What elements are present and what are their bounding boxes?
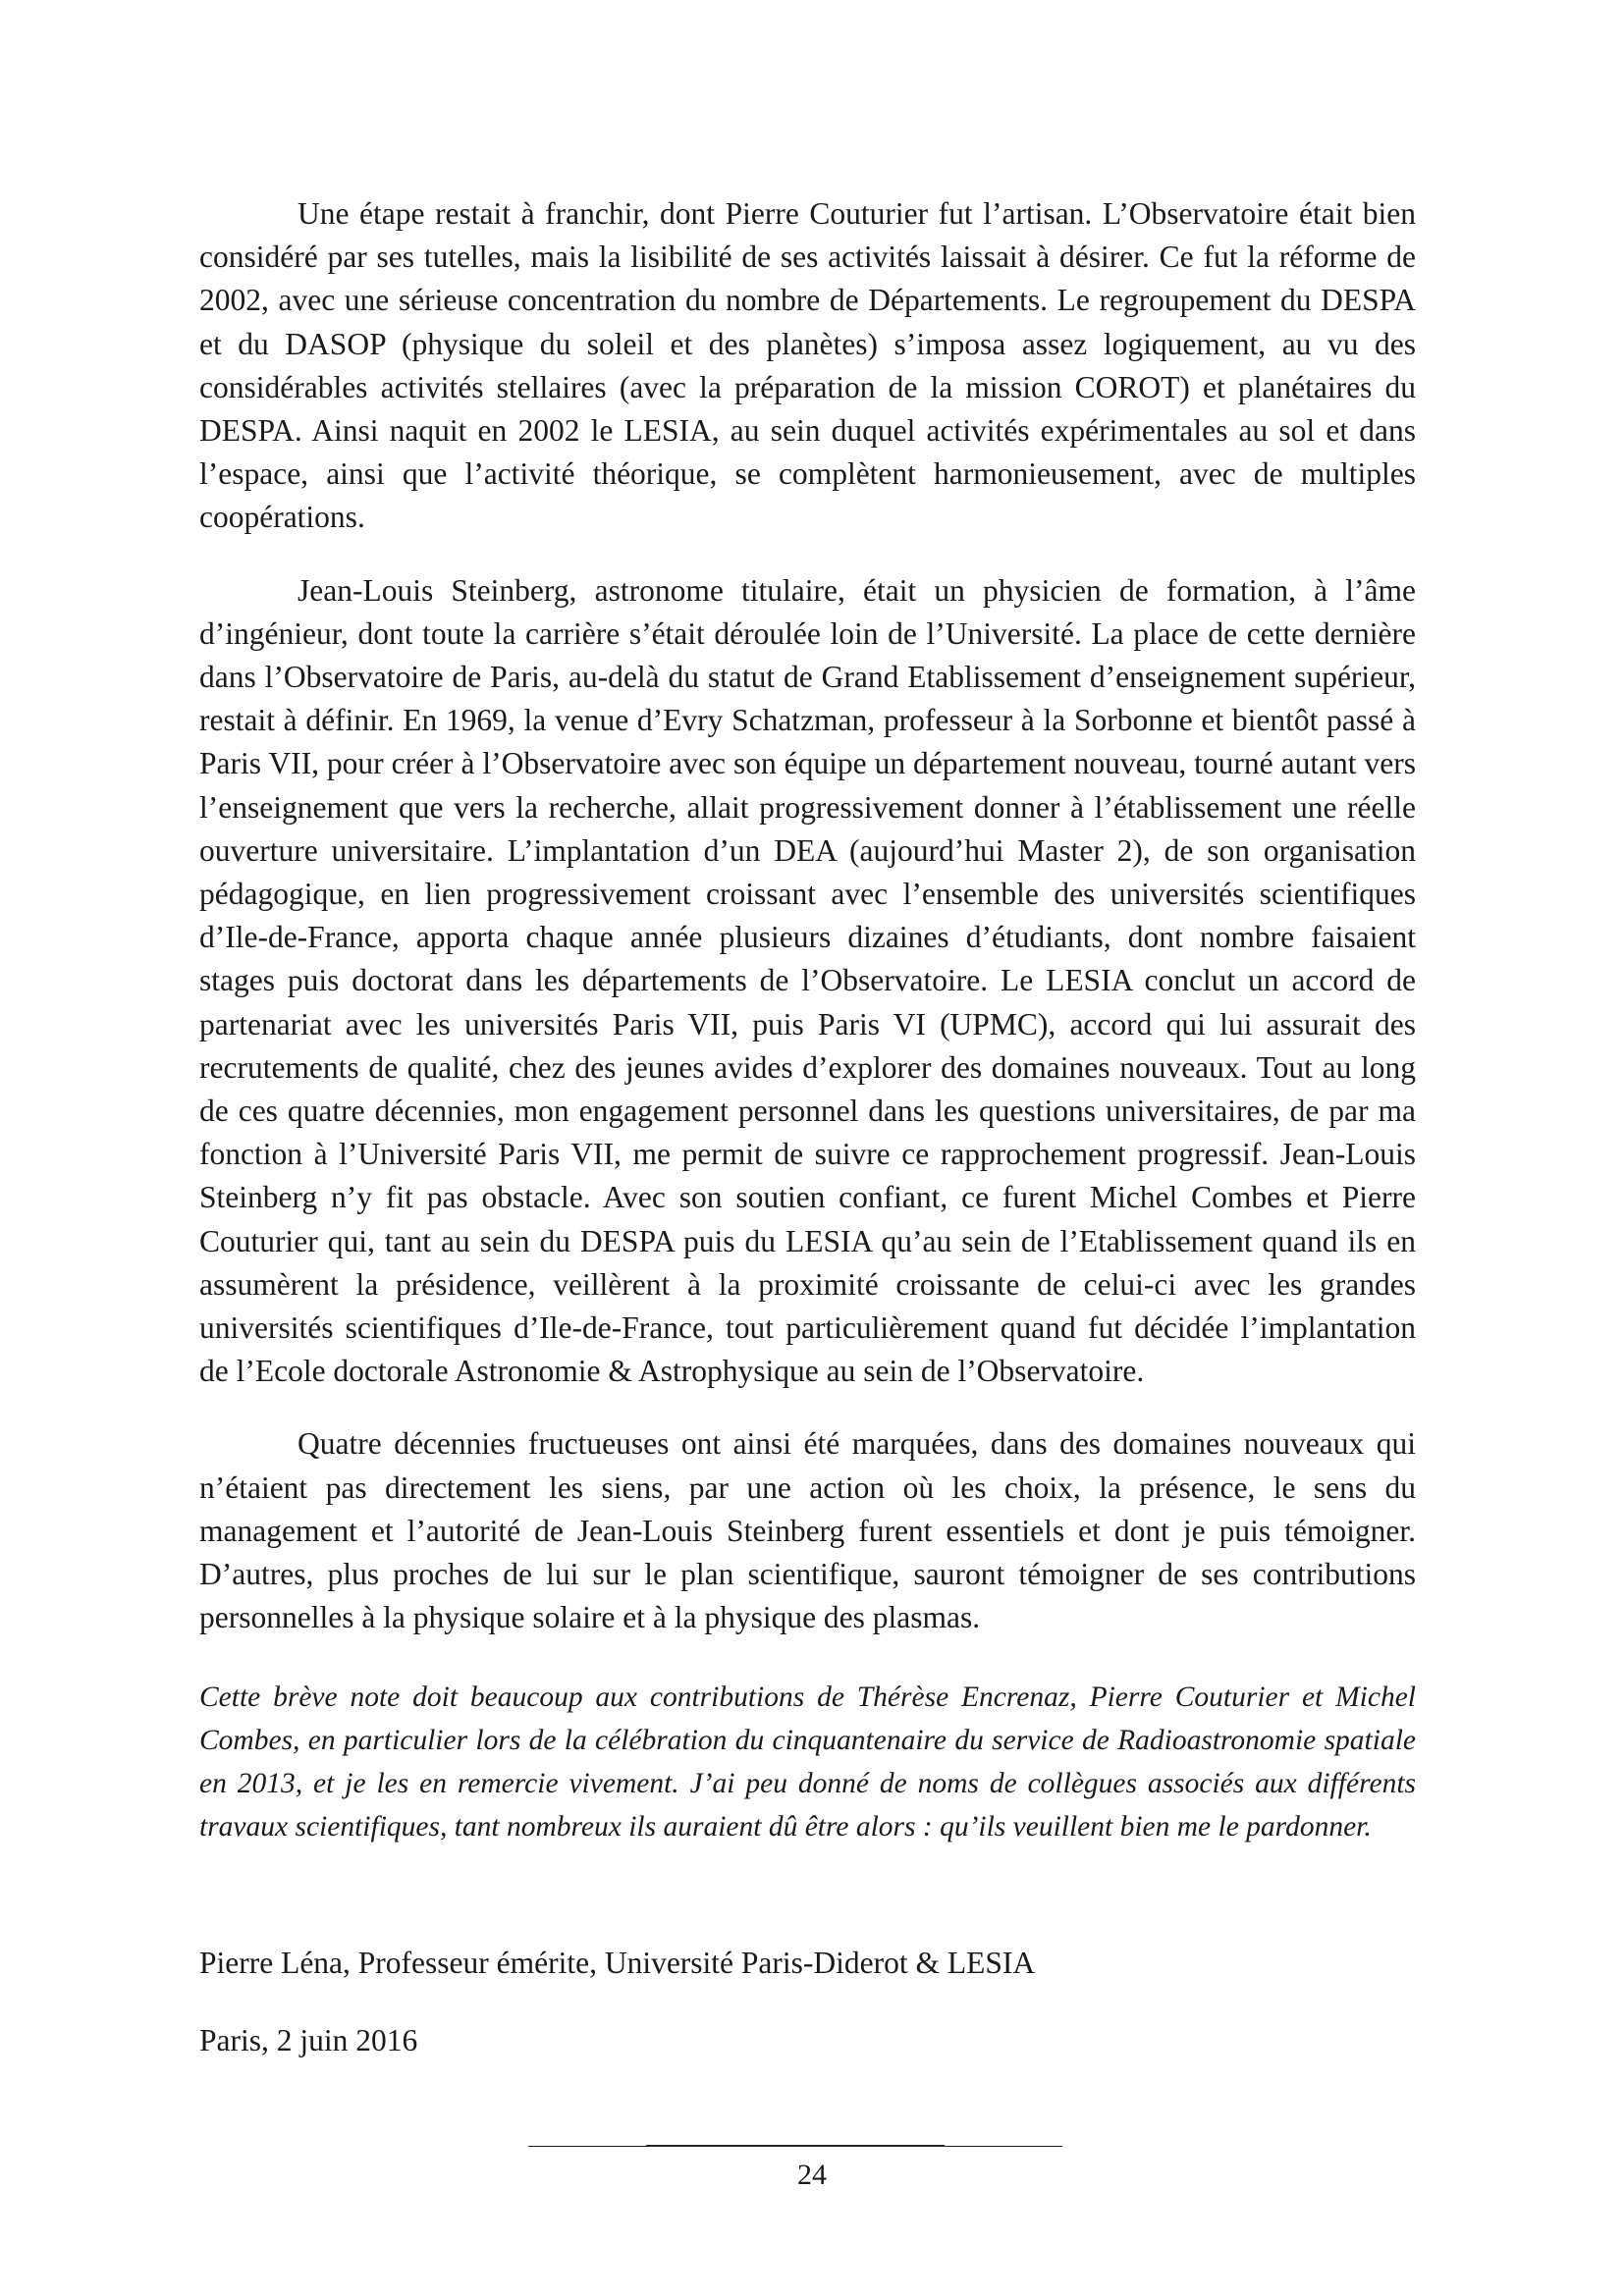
author-signature: Pierre Léna, Professeur émérite, Université Paris-Diderot & LESIA — [199, 1945, 1036, 1980]
paragraph-four-decades: Quatre décennies fructueuses ont ainsi été marquées, dans des domaines nouveaux qui n’étaient pas directement les siens, par une action où les choix, la présence, le sens du management et l’autorité de Jean-Louis Steinberg furent essentiels et dont je puis témoigner. D’autres, plus proches de lui sur le plan scientifique, sauront témoigner de ses contributions personnelles à la physique solaire et à la physique des plasmas. — [199, 1426, 1416, 1635]
acknowledgement-note: Cette brève note doit beaucoup aux contributions de Thérèse Encrenaz, Pierre Couturier et Michel Combes, en particulier lors de la célébration du cinquantenaire du service de Radioastronomie spatiale en 2013, et je les en remercie vivement. J’ai peu donné de noms de collègues associés aux différents travaux scientifiques, tant nombreux ils auraient dû être alors : qu’ils veuillent bien me le pardonner. — [199, 1681, 1416, 1842]
page-body — [199, 192, 1416, 2062]
paragraph-university-links: Jean-Louis Steinberg, astronome titulaire, était un physicien de formation, à l’âme d’ingénieur, dont toute la carrière s’était déroulée loin de l’Université. La place de cette dernière dans l’Observatoire de Paris, au-delà du statut de Grand Etablissement d’enseignement supérieur, restait à définir. En 1969, la venue d’Evry Schatzman, professeur à la Sorbonne et bientôt passé à Paris VII, pour créer à l’Observatoire avec son équipe un département nouveau, tourné autant vers l’enseignement que vers la recherche, allait progressivement donner à l’établissement une réelle ouverture universitaire. L’implantation d’un DEA (aujourd’hui Master 2), de son organisation pédagogique, en lien progressivement croissant avec l’ensemble des universités scientifiques d’Ile-de-France, apporta chaque année plusieurs dizaines d’étudiants, dont nombre faisaient stages puis doctorat dans les départements de l’Observatoire. Le LESIA conclut un accord de partenariat avec les universités Paris VII, puis Paris VI (UPMC), accord qui lui assurait des recrutements de qualité, chez des jeunes avides d’explorer des domaines nouveaux. Tout au long de ces quatre décennies, mon engagement personnel dans les questions universitaires, de par ma fonction à l’Université Paris VII, me permit de suivre ce rapprochement progressif. Jean-Louis Steinberg n’y fit pas obstacle. Avec son soutien confiant, ce furent Michel Combes et Pierre Couturier qui, tant au sein du DESPA puis du LESIA qu’au sein de l’Etablissement quand ils en assumèrent la présidence, veillèrent à la proximité croissante de celui-ci avec les grandes universités scientifiques d’Ile-de-France, tout particulièrement quand fut décidée l’implantation de l’Ecole doctorale Astronomie & Astrophysique au sein de l’Observatoire. — [199, 572, 1416, 1389]
page-number: 24 — [797, 2159, 827, 2191]
place-date: Paris, 2 juin 2016 — [199, 2022, 418, 2057]
paragraph-lesia-reform: Une étape restait à franchir, dont Pierre Couturier fut l’artisan. L’Observatoire était bien considéré par ses tutelles, mais la lisibilité de ses activités laissait à désirer. Ce fut la réforme de 2002, avec une sérieuse concentration du nombre de Départements. Le regroupement du DESPA et du DASOP (physique du soleil et des planètes) s’imposa assez logiquement, au vu des considérables activités stellaires (avec la préparation de la mission COROT) et planétaires du DESPA. Ainsi naquit en 2002 le LESIA, au sein duquel activités expérimentales au sol et dans l’espace, ainsi que l’activité théorique, se complètent harmonieusement, avec de multiples coopérations. — [199, 196, 1416, 535]
footer-divider — [528, 2146, 1062, 2147]
